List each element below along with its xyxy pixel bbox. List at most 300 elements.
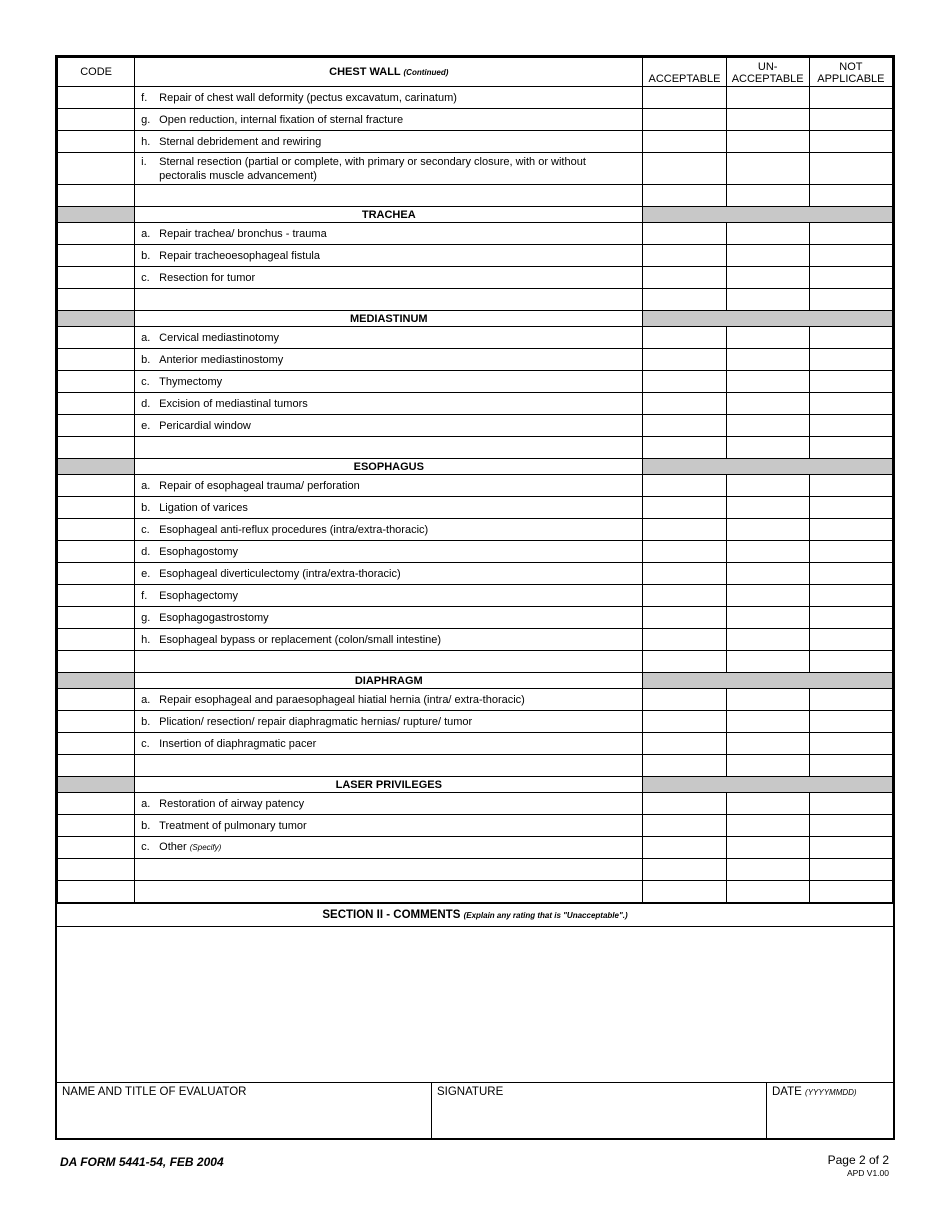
not-applicable-checkbox[interactable]	[809, 585, 892, 607]
procedure-cell	[135, 519, 643, 541]
procedure-cell	[135, 541, 643, 563]
unacceptable-checkbox[interactable]	[726, 267, 809, 289]
item-label: Repair trachea/ bronchus - trauma	[159, 227, 327, 240]
code-cell[interactable]	[58, 563, 135, 585]
not-applicable-checkbox[interactable]	[809, 349, 892, 371]
code-cell[interactable]	[58, 371, 135, 393]
acceptable-checkbox[interactable]	[643, 859, 726, 881]
acceptable-checkbox[interactable]	[643, 415, 726, 437]
code-cell[interactable]	[58, 793, 135, 815]
item-text	[159, 375, 629, 389]
item-text	[159, 545, 629, 559]
unacceptable-checkbox[interactable]	[726, 689, 809, 711]
blank-row	[58, 859, 893, 881]
code-cell[interactable]	[58, 153, 135, 185]
acceptable-checkbox[interactable]	[643, 475, 726, 497]
item-letter: d.	[141, 397, 151, 410]
item-label: Open reduction, internal fixation of sternal fracture	[159, 113, 404, 126]
item-text	[159, 227, 629, 241]
acceptable-checkbox[interactable]	[643, 733, 726, 755]
section-shade	[58, 777, 135, 793]
item-letter: h.	[141, 135, 151, 148]
unacceptable-checkbox[interactable]	[726, 185, 809, 207]
table-row	[58, 349, 893, 371]
not-applicable-checkbox[interactable]	[809, 497, 892, 519]
page-info	[828, 1154, 889, 1180]
unacceptable-checkbox[interactable]	[726, 475, 809, 497]
item-text	[159, 633, 629, 647]
date-field[interactable]	[767, 1083, 893, 1138]
procedure-cell[interactable]	[135, 755, 643, 777]
unacceptable-checkbox[interactable]	[726, 859, 809, 881]
section-header-mediastinum	[58, 311, 893, 327]
item-text	[159, 715, 629, 729]
unacceptable-checkbox[interactable]	[726, 629, 809, 651]
procedure-cell	[135, 415, 643, 437]
procedure-cell	[135, 585, 643, 607]
not-applicable-checkbox[interactable]	[809, 689, 892, 711]
item-letter: g.	[141, 113, 151, 126]
procedure-cell[interactable]	[135, 289, 643, 311]
procedure-cell	[135, 223, 643, 245]
table-row	[58, 109, 893, 131]
item-letter: b.	[141, 501, 151, 514]
acceptable-checkbox[interactable]	[643, 793, 726, 815]
section-shade	[643, 311, 893, 327]
code-cell[interactable]	[58, 109, 135, 131]
table-row	[58, 519, 893, 541]
acceptable-checkbox[interactable]	[643, 519, 726, 541]
item-letter: a.	[141, 797, 151, 810]
not-applicable-checkbox[interactable]	[809, 881, 892, 903]
section-header-laser	[58, 777, 893, 793]
item-label: Cervical mediastinotomy	[159, 331, 279, 344]
item-text	[159, 501, 629, 515]
date-format: (YYYYMMDD)	[805, 1088, 857, 1097]
unacceptable-checkbox[interactable]	[726, 519, 809, 541]
code-cell[interactable]	[58, 541, 135, 563]
section-title: DIAPHRAGM	[135, 673, 643, 689]
section-title: LASER PRIVILEGES	[135, 777, 643, 793]
comments-field[interactable]	[57, 927, 893, 1082]
comments-header	[57, 903, 893, 927]
table-row	[58, 497, 893, 519]
table-row	[58, 475, 893, 497]
item-letter: f.	[141, 589, 148, 602]
table-row	[58, 415, 893, 437]
section-shade	[643, 777, 893, 793]
item-text	[159, 353, 629, 367]
procedure-cell	[135, 607, 643, 629]
item-letter: c.	[141, 271, 150, 284]
item-text	[159, 271, 629, 285]
procedure-cell	[135, 629, 643, 651]
table-row	[58, 563, 893, 585]
na-label-2: APPLICABLE	[817, 73, 885, 85]
unacceptable-checkbox[interactable]	[726, 109, 809, 131]
form-id: DA FORM 5441-54, FEB 2004	[60, 1155, 224, 1169]
procedure-cell	[135, 87, 643, 109]
acceptable-checkbox[interactable]	[643, 267, 726, 289]
unacceptable-checkbox[interactable]	[726, 245, 809, 267]
acceptable-checkbox[interactable]	[643, 541, 726, 563]
unacceptable-header	[726, 58, 809, 87]
code-cell[interactable]	[58, 185, 135, 207]
not-applicable-checkbox[interactable]	[809, 711, 892, 733]
item-label: Ligation of varices	[159, 501, 248, 514]
code-cell[interactable]	[58, 289, 135, 311]
evaluator-field[interactable]	[57, 1083, 432, 1138]
item-label: Repair of chest wall deformity (pectus excavatum, carinatum)	[159, 91, 457, 104]
item-text	[159, 479, 629, 493]
acceptable-checkbox[interactable]	[643, 223, 726, 245]
code-cell[interactable]	[58, 733, 135, 755]
not-applicable-checkbox[interactable]	[809, 153, 892, 185]
item-text	[159, 331, 629, 345]
acceptable-checkbox[interactable]	[643, 629, 726, 651]
procedure-cell	[135, 733, 643, 755]
chest-wall-header	[135, 58, 643, 87]
code-cell[interactable]	[58, 349, 135, 371]
item-label: Esophagogastrostomy	[159, 611, 269, 624]
not-applicable-checkbox[interactable]	[809, 733, 892, 755]
item-letter: a.	[141, 331, 151, 344]
unacceptable-checkbox[interactable]	[726, 415, 809, 437]
unacceptable-checkbox[interactable]	[726, 541, 809, 563]
not-applicable-checkbox[interactable]	[809, 267, 892, 289]
procedure-cell[interactable]	[135, 651, 643, 673]
acceptable-checkbox[interactable]	[643, 153, 726, 185]
procedure-cell	[135, 837, 643, 859]
unacceptable-checkbox[interactable]	[726, 881, 809, 903]
item-letter: e.	[141, 567, 151, 580]
procedure-cell	[135, 267, 643, 289]
item-label: Esophageal anti-reflux procedures (intra/extra-thoracic)	[159, 523, 429, 536]
code-cell[interactable]	[58, 859, 135, 881]
code-cell[interactable]	[58, 607, 135, 629]
item-letter: f.	[141, 91, 148, 104]
not-applicable-checkbox[interactable]	[809, 437, 892, 459]
item-letter: b.	[141, 715, 151, 728]
signature-label: SIGNATURE	[437, 1086, 504, 1098]
code-cell[interactable]	[58, 497, 135, 519]
table-row	[58, 815, 893, 837]
blank-row	[58, 289, 893, 311]
unacceptable-checkbox[interactable]	[726, 153, 809, 185]
acceptable-checkbox[interactable]	[643, 711, 726, 733]
item-label: Repair of esophageal trauma/ perforation	[159, 479, 360, 492]
unacceptable-checkbox[interactable]	[726, 651, 809, 673]
blank-row	[58, 651, 893, 673]
unacceptable-checkbox[interactable]	[726, 755, 809, 777]
code-cell[interactable]	[58, 651, 135, 673]
acceptable-checkbox[interactable]	[643, 327, 726, 349]
not-applicable-checkbox[interactable]	[809, 815, 892, 837]
section-shade	[58, 673, 135, 689]
not-applicable-checkbox[interactable]	[809, 371, 892, 393]
unacceptable-label-2: ACCEPTABLE	[731, 73, 804, 85]
acceptable-checkbox[interactable]	[643, 585, 726, 607]
acceptable-checkbox[interactable]	[643, 497, 726, 519]
item-text	[159, 249, 629, 263]
not-applicable-header	[809, 58, 892, 87]
acceptable-checkbox[interactable]	[643, 87, 726, 109]
not-applicable-checkbox[interactable]	[809, 607, 892, 629]
item-text	[159, 737, 629, 751]
section-header-diaphragm	[58, 673, 893, 689]
not-applicable-checkbox[interactable]	[809, 289, 892, 311]
unacceptable-checkbox[interactable]	[726, 437, 809, 459]
table-row	[58, 327, 893, 349]
item-letter: i.	[141, 155, 147, 168]
procedure-cell[interactable]	[135, 185, 643, 207]
item-letter: c.	[141, 737, 150, 750]
item-note: (Specify)	[189, 843, 222, 852]
code-cell[interactable]	[58, 245, 135, 267]
acceptable-checkbox[interactable]	[643, 837, 726, 859]
item-letter: d.	[141, 545, 151, 558]
not-applicable-checkbox[interactable]	[809, 109, 892, 131]
item-letter: g.	[141, 611, 151, 624]
procedure-cell	[135, 815, 643, 837]
item-text	[159, 611, 629, 625]
procedure-cell	[135, 153, 643, 185]
item-label: Excision of mediastinal tumors	[159, 397, 308, 410]
item-letter: b.	[141, 353, 151, 366]
code-cell[interactable]	[58, 689, 135, 711]
unacceptable-checkbox[interactable]	[726, 585, 809, 607]
table-row	[58, 541, 893, 563]
code-cell[interactable]	[58, 87, 135, 109]
table-row	[58, 393, 893, 415]
item-label: Insertion of diaphragmatic pacer	[159, 737, 317, 750]
item-letter: a.	[141, 693, 151, 706]
code-cell[interactable]	[58, 415, 135, 437]
item-text	[159, 419, 629, 433]
code-cell[interactable]	[58, 755, 135, 777]
acceptable-header	[643, 58, 726, 87]
table-row	[58, 267, 893, 289]
code-cell[interactable]	[58, 837, 135, 859]
code-cell[interactable]	[58, 815, 135, 837]
code-cell[interactable]	[58, 629, 135, 651]
blank-row	[58, 185, 893, 207]
procedure-cell	[135, 793, 643, 815]
item-label: Pericardial window	[159, 419, 251, 432]
table-row	[58, 153, 893, 185]
comments-note: (Explain any rating that is "Unacceptable".)	[463, 911, 628, 920]
unacceptable-checkbox[interactable]	[726, 371, 809, 393]
section-header-esophagus	[58, 459, 893, 475]
unacceptable-checkbox[interactable]	[726, 289, 809, 311]
code-cell[interactable]	[58, 327, 135, 349]
unacceptable-checkbox[interactable]	[726, 711, 809, 733]
item-label: Esophagectomy	[159, 589, 239, 602]
acceptable-checkbox[interactable]	[643, 185, 726, 207]
not-applicable-checkbox[interactable]	[809, 223, 892, 245]
acceptable-checkbox[interactable]	[643, 109, 726, 131]
blank-row	[58, 437, 893, 459]
section-title: TRACHEA	[135, 207, 643, 223]
procedure-cell	[135, 371, 643, 393]
unacceptable-label-1: UN-	[757, 61, 778, 73]
acceptable-checkbox[interactable]	[643, 289, 726, 311]
not-applicable-checkbox[interactable]	[809, 475, 892, 497]
table-row	[58, 793, 893, 815]
acceptable-label: ACCEPTABLE	[648, 73, 721, 85]
section-shade	[643, 207, 893, 223]
procedure-cell	[135, 497, 643, 519]
acceptable-checkbox[interactable]	[643, 755, 726, 777]
not-applicable-checkbox[interactable]	[809, 185, 892, 207]
procedure-cell[interactable]	[135, 437, 643, 459]
item-text	[159, 523, 629, 537]
not-applicable-checkbox[interactable]	[809, 393, 892, 415]
table-row	[58, 223, 893, 245]
code-cell[interactable]	[58, 223, 135, 245]
code-header: CODE	[58, 58, 135, 87]
item-label: Esophageal diverticulectomy (intra/extra-thoracic)	[159, 567, 401, 580]
evaluation-form	[55, 55, 895, 1140]
code-cell[interactable]	[58, 585, 135, 607]
signature-row	[57, 1082, 893, 1138]
acceptable-checkbox[interactable]	[643, 131, 726, 153]
not-applicable-checkbox[interactable]	[809, 519, 892, 541]
na-label-1: NOT	[839, 61, 863, 73]
procedure-cell	[135, 109, 643, 131]
unacceptable-checkbox[interactable]	[726, 815, 809, 837]
not-applicable-checkbox[interactable]	[809, 131, 892, 153]
not-applicable-checkbox[interactable]	[809, 755, 892, 777]
not-applicable-checkbox[interactable]	[809, 327, 892, 349]
acceptable-checkbox[interactable]	[643, 689, 726, 711]
form-version: APD V1.00	[846, 1168, 889, 1178]
procedure-cell	[135, 327, 643, 349]
item-letter: b.	[141, 249, 151, 262]
section-shade	[58, 207, 135, 223]
not-applicable-checkbox[interactable]	[809, 245, 892, 267]
table-row	[58, 733, 893, 755]
acceptable-checkbox[interactable]	[643, 245, 726, 267]
table-row	[58, 585, 893, 607]
not-applicable-checkbox[interactable]	[809, 541, 892, 563]
page-number: Page 2 of 2	[827, 1153, 889, 1167]
signature-field[interactable]	[432, 1083, 767, 1138]
not-applicable-checkbox[interactable]	[809, 87, 892, 109]
item-letter: a.	[141, 227, 151, 240]
acceptable-checkbox[interactable]	[643, 607, 726, 629]
acceptable-checkbox[interactable]	[643, 815, 726, 837]
item-text	[159, 840, 629, 855]
unacceptable-checkbox[interactable]	[726, 497, 809, 519]
unacceptable-checkbox[interactable]	[726, 563, 809, 585]
not-applicable-checkbox[interactable]	[809, 837, 892, 859]
code-cell[interactable]	[58, 267, 135, 289]
unacceptable-checkbox[interactable]	[726, 837, 809, 859]
acceptable-checkbox[interactable]	[643, 881, 726, 903]
item-text	[159, 567, 629, 581]
code-cell[interactable]	[58, 519, 135, 541]
code-cell[interactable]	[58, 131, 135, 153]
unacceptable-checkbox[interactable]	[726, 327, 809, 349]
procedure-cell	[135, 245, 643, 267]
unacceptable-checkbox[interactable]	[726, 223, 809, 245]
comments-title: SECTION II - COMMENTS	[322, 909, 461, 921]
item-text	[159, 155, 629, 183]
item-letter: c.	[141, 841, 150, 853]
not-applicable-checkbox[interactable]	[809, 859, 892, 881]
not-applicable-checkbox[interactable]	[809, 415, 892, 437]
acceptable-checkbox[interactable]	[643, 371, 726, 393]
section-header-trachea	[58, 207, 893, 223]
unacceptable-checkbox[interactable]	[726, 733, 809, 755]
section-shade	[58, 311, 135, 327]
procedure-cell	[135, 393, 643, 415]
item-label: Resection for tumor	[159, 271, 256, 284]
item-text	[159, 135, 629, 149]
item-label: Restoration of airway patency	[159, 797, 305, 810]
item-text	[159, 693, 629, 707]
table-row	[58, 837, 893, 859]
not-applicable-checkbox[interactable]	[809, 651, 892, 673]
section-shade	[643, 459, 893, 475]
chest-wall-title: CHEST WALL	[329, 66, 401, 78]
procedure-cell[interactable]	[135, 881, 643, 903]
not-applicable-checkbox[interactable]	[809, 563, 892, 585]
item-letter: c.	[141, 375, 150, 388]
unacceptable-checkbox[interactable]	[726, 393, 809, 415]
table-row	[58, 87, 893, 109]
blank-row	[58, 881, 893, 903]
item-label: Sternal debridement and rewiring	[159, 135, 322, 148]
not-applicable-checkbox[interactable]	[809, 629, 892, 651]
table-row	[58, 245, 893, 267]
procedure-table	[57, 57, 893, 903]
table-header	[58, 58, 893, 87]
unacceptable-checkbox[interactable]	[726, 793, 809, 815]
item-letter: b.	[141, 819, 151, 832]
item-letter: a.	[141, 479, 151, 492]
item-label: Sternal resection (partial or complete, with primary or secondary closure, with or without pectoralis muscle advancement)	[159, 155, 586, 182]
table-row	[58, 371, 893, 393]
acceptable-checkbox[interactable]	[643, 651, 726, 673]
section-title: ESOPHAGUS	[135, 459, 643, 475]
unacceptable-checkbox[interactable]	[726, 131, 809, 153]
code-cell[interactable]	[58, 437, 135, 459]
item-text	[159, 113, 629, 127]
procedure-cell[interactable]	[135, 859, 643, 881]
unacceptable-checkbox[interactable]	[726, 87, 809, 109]
not-applicable-checkbox[interactable]	[809, 793, 892, 815]
procedure-cell	[135, 131, 643, 153]
code-cell[interactable]	[58, 711, 135, 733]
code-cell[interactable]	[58, 881, 135, 903]
item-text	[159, 589, 629, 603]
unacceptable-checkbox[interactable]	[726, 349, 809, 371]
unacceptable-checkbox[interactable]	[726, 607, 809, 629]
acceptable-checkbox[interactable]	[643, 349, 726, 371]
acceptable-checkbox[interactable]	[643, 563, 726, 585]
acceptable-checkbox[interactable]	[643, 437, 726, 459]
procedure-cell	[135, 563, 643, 585]
code-cell[interactable]	[58, 475, 135, 497]
blank-row	[58, 755, 893, 777]
code-cell[interactable]	[58, 393, 135, 415]
table-row	[58, 131, 893, 153]
acceptable-checkbox[interactable]	[643, 393, 726, 415]
date-label: DATE	[772, 1086, 802, 1098]
section-title: MEDIASTINUM	[135, 311, 643, 327]
